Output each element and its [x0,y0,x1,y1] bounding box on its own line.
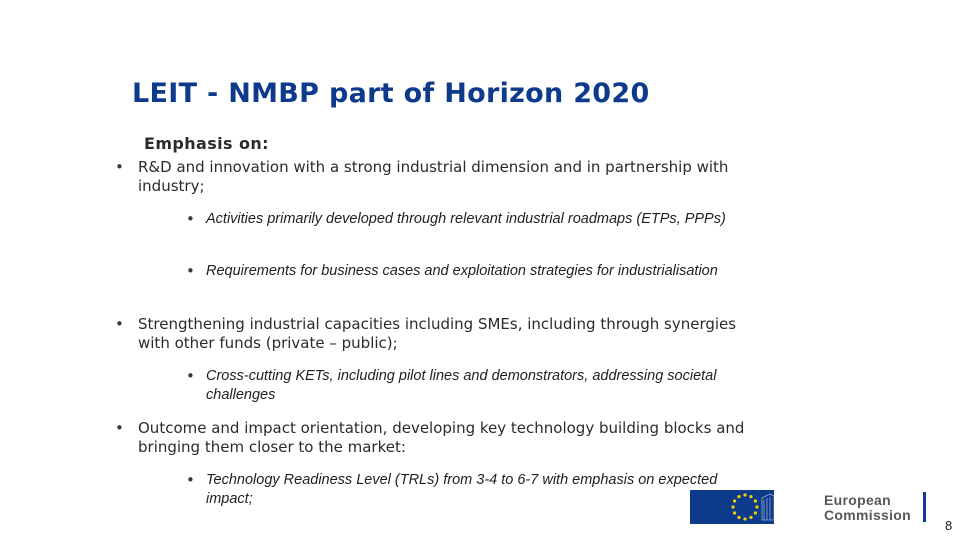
bullet-dot: • [186,262,195,280]
sub-bullet-text: Requirements for business cases and exploitation strategies for industrialisation [206,263,718,279]
page-number: 8 [945,518,953,533]
slide-title: LEIT - NMBP part of Horizon 2020 [132,78,650,109]
emphasis-label: Emphasis on: [144,134,269,153]
bullet-dot: • [186,367,195,385]
bullet-dot: • [115,315,124,333]
logo-wordmark [824,493,911,523]
logo-line-commission: Commission [824,507,912,523]
bullet-dot: • [115,158,124,176]
sub-bullet-text: Technology Readiness Level (TRLs) from 3-4 to 6-7 with emphasis on expected impact; [206,472,718,507]
eu-flag-icon [690,490,774,524]
logo-divider [923,492,926,522]
bullet-dot: • [115,419,124,437]
logo-line-european: European [824,492,891,508]
bullet-dot: • [186,210,195,228]
bullet-text: R&D and innovation with a strong industrial dimension and in partnership with industry; [138,158,729,195]
bullet-text: Outcome and impact orientation, developing key technology building blocks and bringing them closer to the market: [138,419,745,456]
bullet-dot: • [186,471,195,489]
bullet-text: Strengthening industrial capacities including SMEs, including through synergies with other funds (private – public); [138,315,737,352]
european-commission-logo [690,490,930,524]
sub-bullet-text: Activities primarily developed through relevant industrial roadmaps (ETPs, PPPs) [206,211,726,227]
sub-bullet-text: Cross-cutting KETs, including pilot lines and demonstrators, addressing societal challenges [206,368,717,403]
